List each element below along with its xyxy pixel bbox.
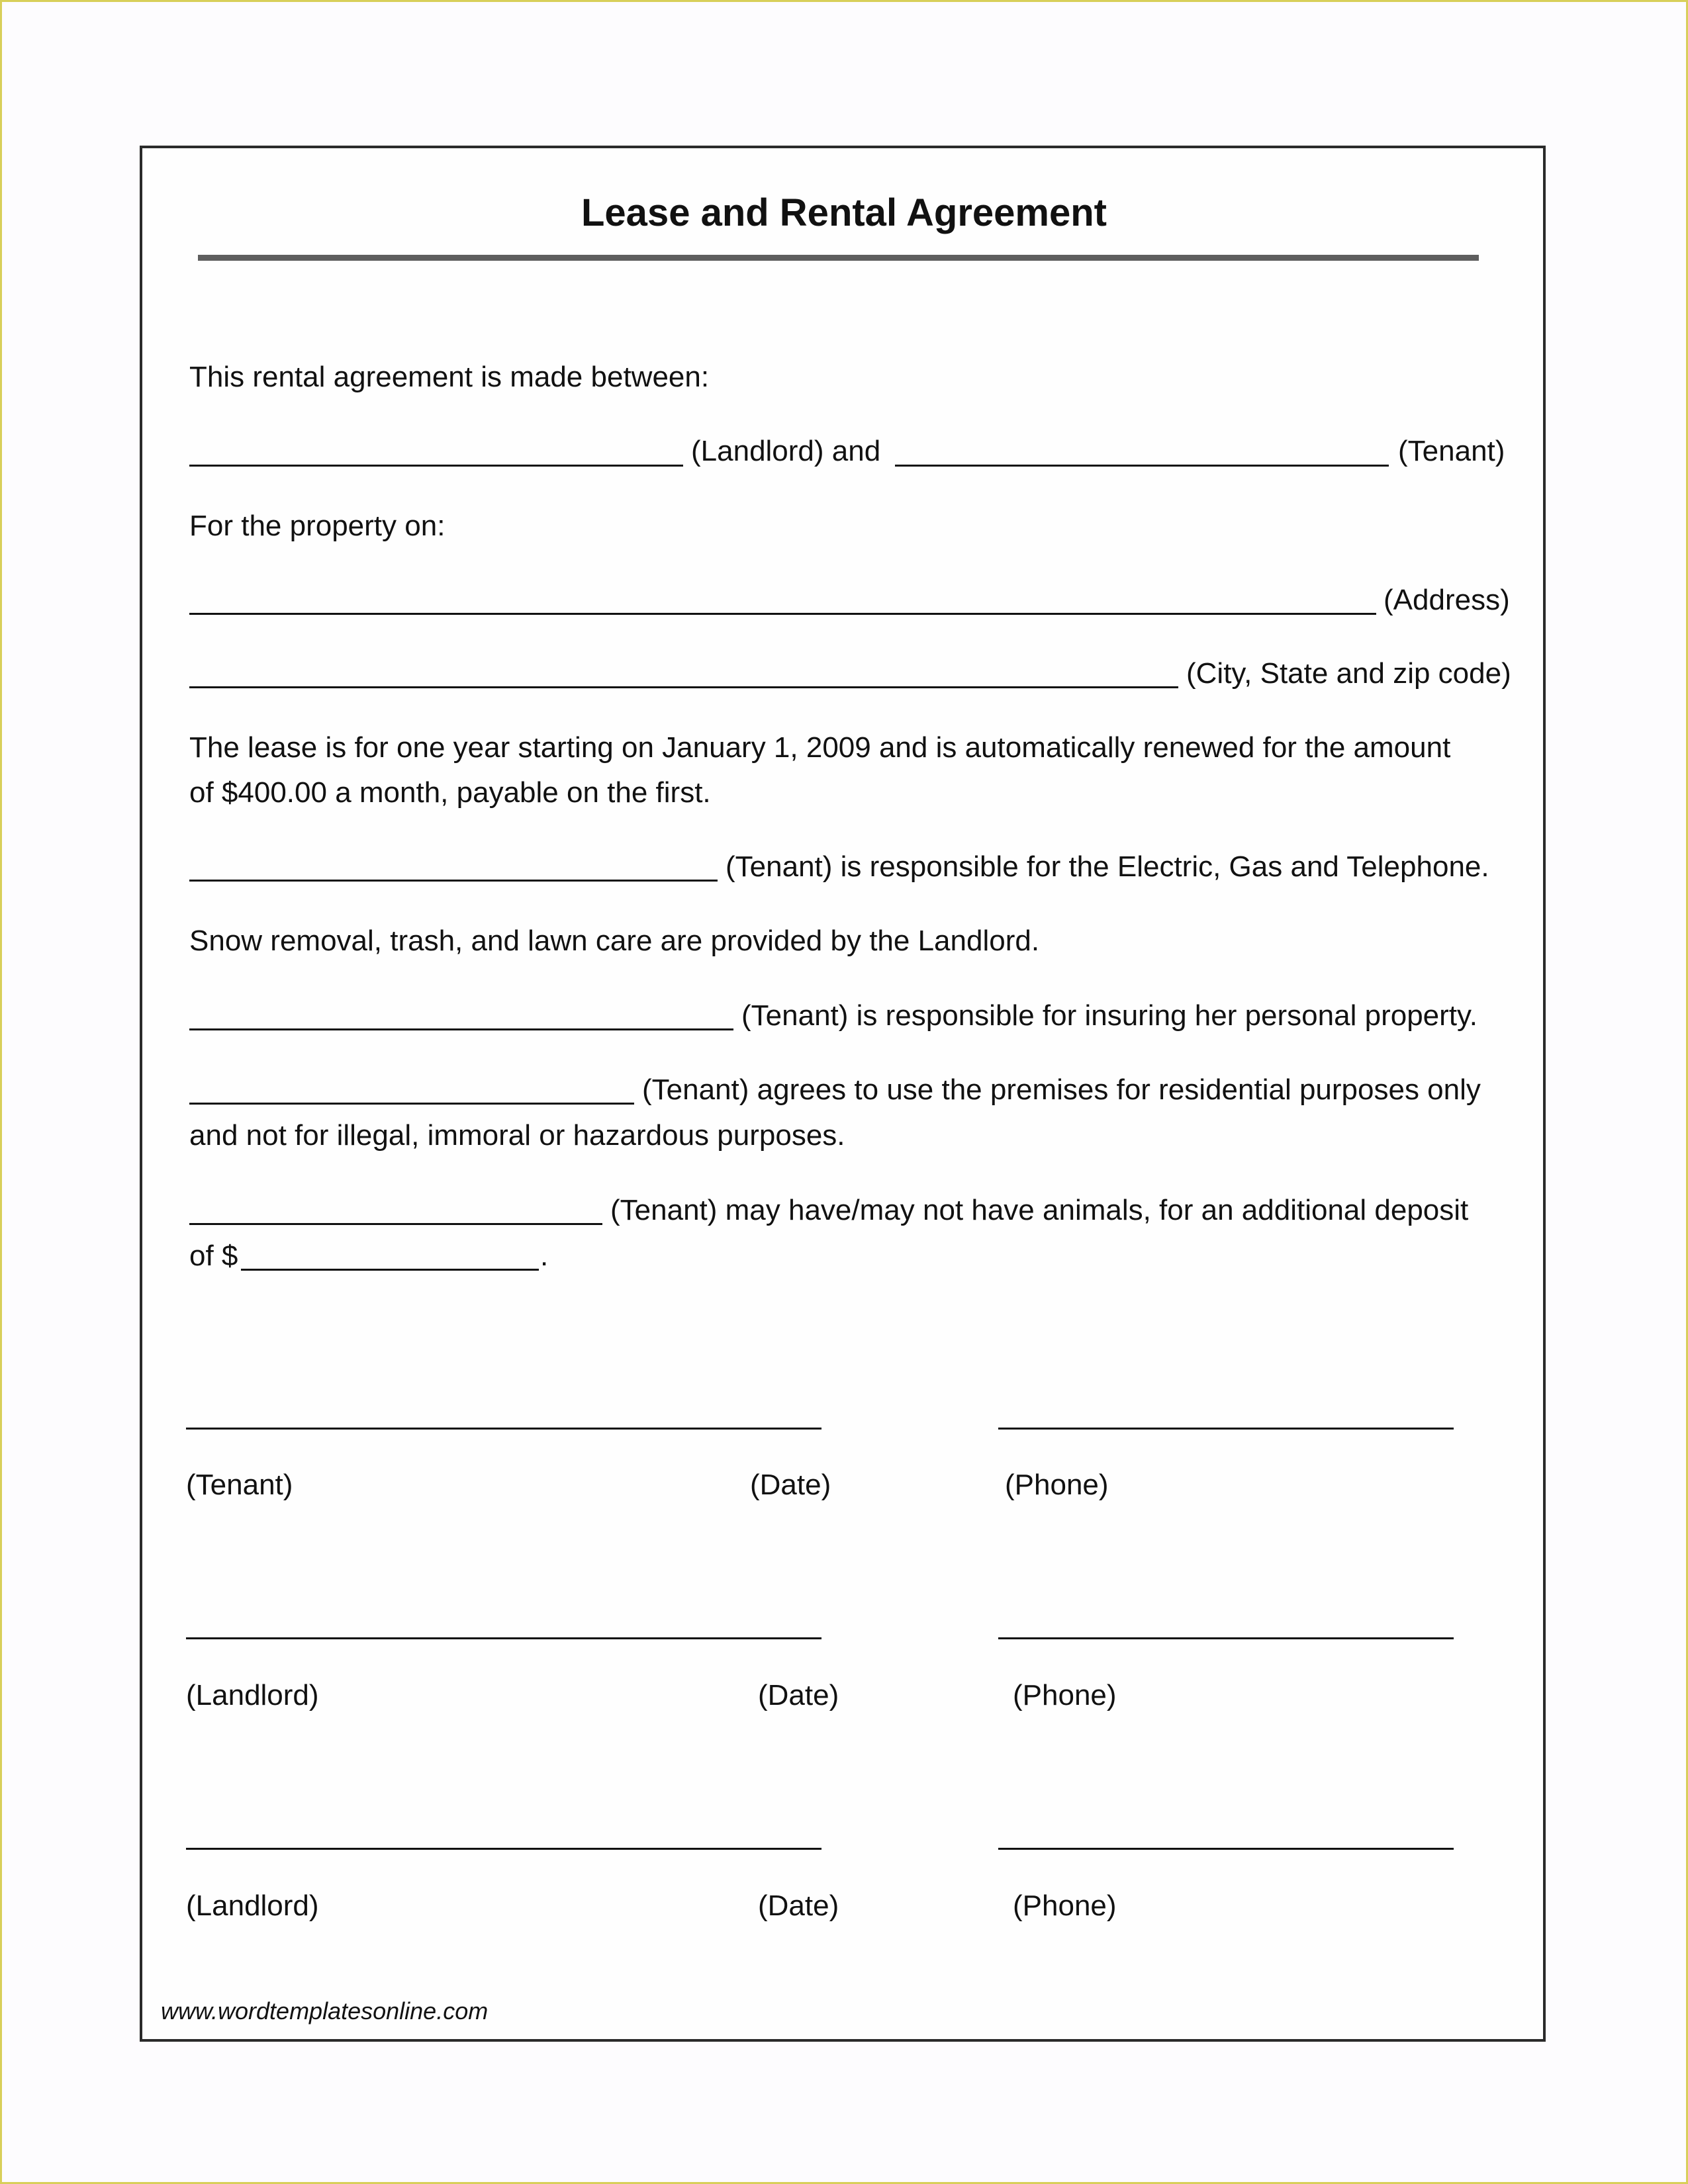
services-text: Snow removal, trash, and lawn care are provided by the Landlord. xyxy=(189,925,1040,957)
animals-deposit-suffix: . xyxy=(540,1240,549,1272)
city-state-zip-label: (City, State and zip code) xyxy=(1186,657,1511,690)
signature-name-label: (Tenant) xyxy=(186,1469,293,1501)
signature-name-label: (Landlord) xyxy=(186,1679,319,1711)
landlord-signature-line[interactable] xyxy=(186,1848,821,1850)
signature-phone-label: (Phone) xyxy=(1013,1679,1117,1711)
footer-url: www.wordtemplatesonline.com xyxy=(161,1997,489,2025)
animals-deposit-prefix: of $ xyxy=(189,1240,238,1272)
tenant-signature-line[interactable] xyxy=(186,1428,821,1430)
landlord-label: (Landlord) and xyxy=(691,435,881,467)
property-intro: For the property on: xyxy=(189,510,445,542)
signature-phone-label: (Phone) xyxy=(1005,1469,1109,1501)
intro-text: This rental agreement is made between: xyxy=(189,361,710,393)
landlord-signature-line[interactable] xyxy=(186,1637,821,1639)
tenant-phone-line[interactable] xyxy=(998,1428,1454,1430)
signature-date-label: (Date) xyxy=(758,1679,839,1711)
use-text-line1: (Tenant) agrees to use the premises for residential purposes only xyxy=(642,1073,1481,1106)
lease-terms-line2: of $400.00 a month, payable on the first. xyxy=(189,776,711,809)
insurance-tenant-blank[interactable] xyxy=(189,1028,733,1030)
signature-date-label: (Date) xyxy=(758,1889,839,1922)
signature-date-label: (Date) xyxy=(750,1469,831,1501)
animals-text-line1: (Tenant) may have/may not have animals, for an additional deposit xyxy=(610,1194,1469,1226)
signature-name-label: (Landlord) xyxy=(186,1889,319,1922)
landlord-name-blank[interactable] xyxy=(189,465,683,467)
address-blank[interactable] xyxy=(189,613,1376,615)
tenant-name-blank[interactable] xyxy=(895,465,1389,467)
use-text-line2: and not for illegal, immoral or hazardous purposes. xyxy=(189,1119,845,1152)
utilities-text: (Tenant) is responsible for the Electric, Gas and Telephone. xyxy=(726,850,1489,883)
insurance-text: (Tenant) is responsible for insuring her personal property. xyxy=(741,999,1477,1032)
title-divider xyxy=(198,255,1479,261)
use-tenant-blank[interactable] xyxy=(189,1103,634,1105)
landlord-phone-line[interactable] xyxy=(998,1637,1454,1639)
utilities-tenant-blank[interactable] xyxy=(189,880,718,882)
address-label: (Address) xyxy=(1383,584,1510,616)
city-state-zip-blank[interactable] xyxy=(189,686,1178,688)
landlord-phone-line[interactable] xyxy=(998,1848,1454,1850)
animals-tenant-blank[interactable] xyxy=(189,1223,602,1225)
animals-deposit-blank[interactable] xyxy=(241,1269,539,1271)
signature-phone-label: (Phone) xyxy=(1013,1889,1117,1922)
document-title: Lease and Rental Agreement xyxy=(581,191,1107,234)
tenant-label: (Tenant) xyxy=(1398,435,1505,467)
lease-terms-line1: The lease is for one year starting on January 1, 2009 and is automatically renewed for the amount xyxy=(189,731,1451,764)
